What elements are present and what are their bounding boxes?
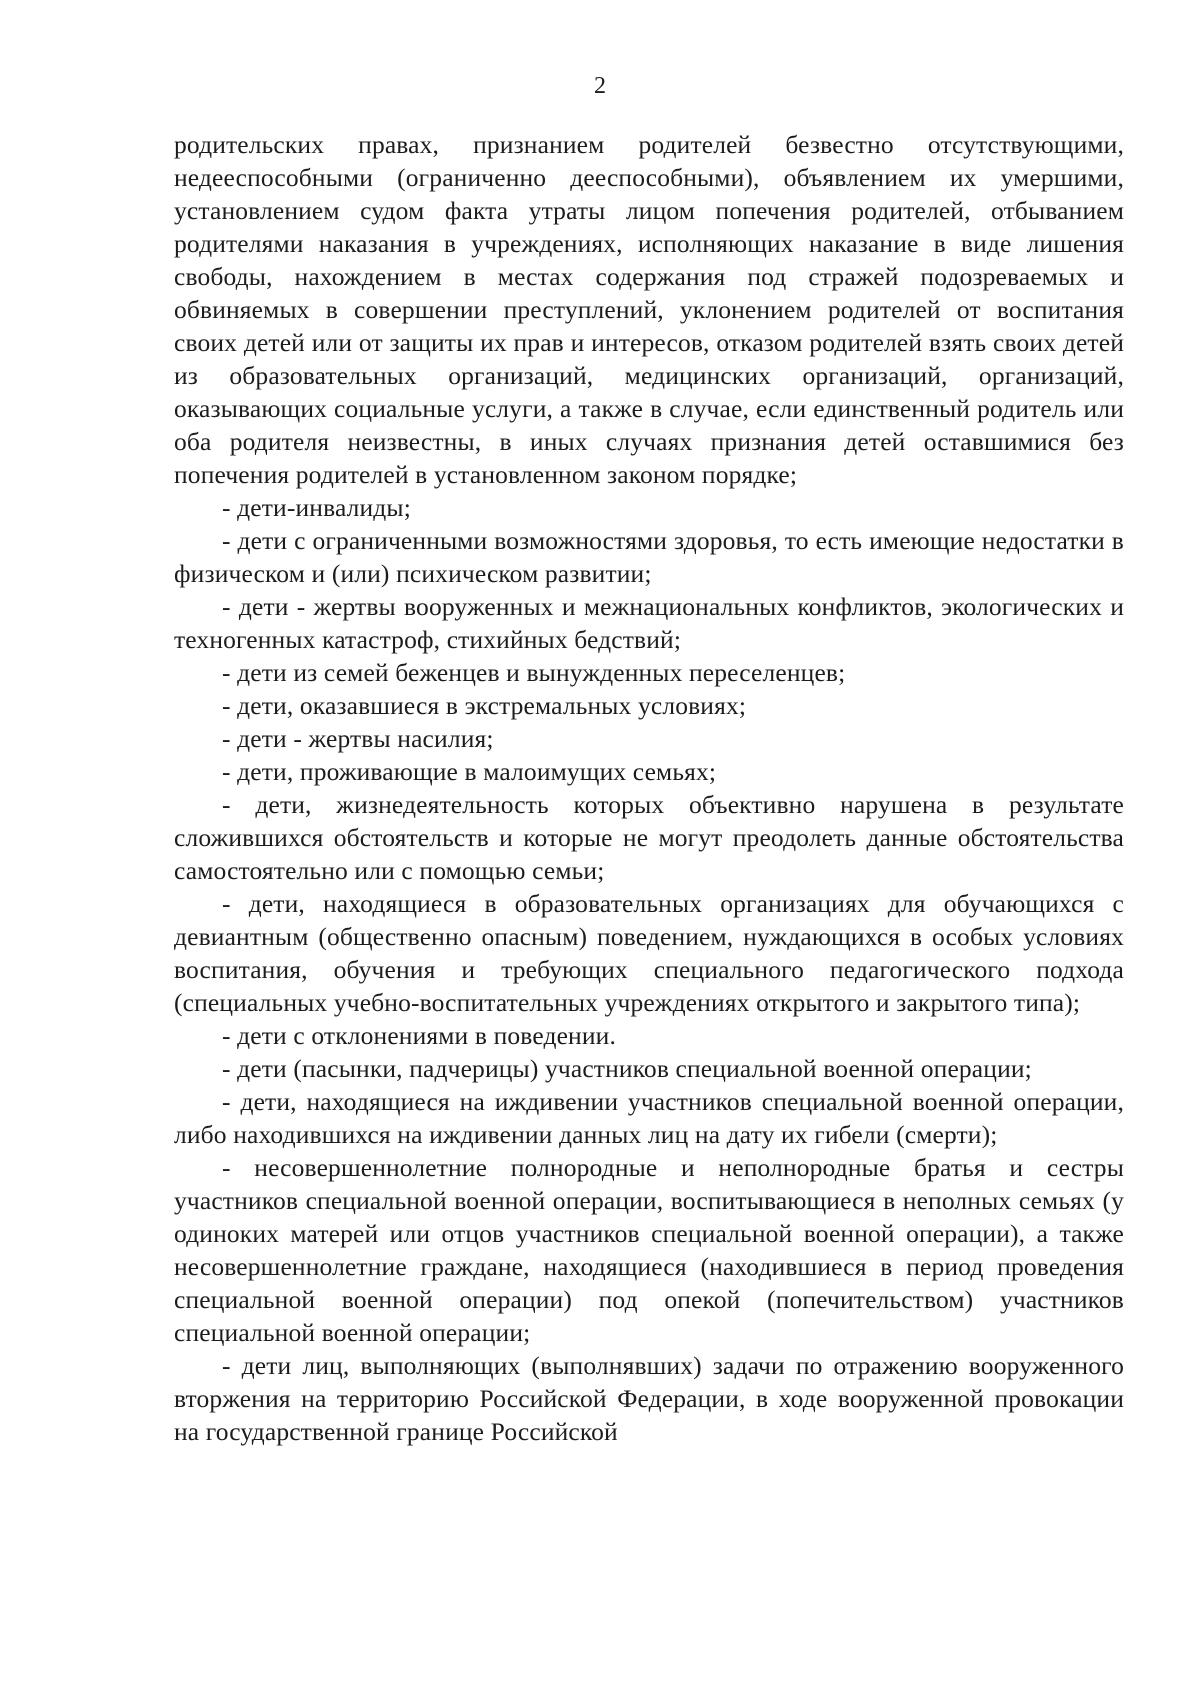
list-item: - дети - жертвы вооруженных и межнациональных конфликтов, экологических и техногенных катастроф, стихийных бедствий; [174, 592, 1124, 654]
list-item: - дети (пасынки, падчерицы) участников специальной военной операции; [222, 1054, 1032, 1083]
document-body [174, 128, 1124, 1448]
list-item: - дети, находящиеся на иждивении участников специальной военной операции, либо находившихся на иждивении данных лиц на дату их гибели (смерти); [174, 1087, 1124, 1149]
list-item: - дети с отклонениями в поведении. [222, 1021, 616, 1050]
list-item: - дети из семей беженцев и вынужденных переселенцев; [222, 658, 846, 687]
list-item: - дети лиц, выполняющих (выполнявших) задачи по отражению вооруженного вторжения на территорию Российской Федерации, в ходе вооруженной провокации на государственной границе Российской [174, 1351, 1124, 1446]
list-item: - дети, оказавшиеся в экстремальных условиях; [222, 691, 747, 720]
list-item: - дети-инвалиды; [222, 493, 411, 522]
list-item: - дети, жизнедеятельность которых объективно нарушена в результате сложившихся обстоятельств и которые не могут преодолеть данные обстоятельства самостоятельно или с помощью семьи; [174, 790, 1124, 885]
paragraph-continuation: родительских правах, признанием родителей безвестно отсутствующими, недееспособными (ограниченно дееспособными), объявлением их умершими, установлением судом факта утраты лицом попечения родителей, отбыванием родителями наказания в учреждениях, исполняющих наказание в виде лишения свободы, нахождением в местах содержания под стражей подозреваемых и обвиняемых в совершении преступлений, уклонением родителей от воспитания своих детей или от защиты их прав и интересов, отказом родителей взять своих детей из образовательных организаций, медицинских организаций, организаций, оказывающих социальные услуги, а также в случае, если единственный родитель или оба родителя неизвестны, в иных случаях признания детей оставшимися без попечения родителей в установленном законом порядке; [174, 130, 1124, 489]
page-number: 2 [594, 73, 606, 99]
list-item: - дети с ограниченными возможностями здоровья, то есть имеющие недостатки в физическом и (или) психическом развитии; [174, 526, 1124, 588]
list-item: - дети - жертвы насилия; [222, 724, 494, 753]
list-item: - дети, находящиеся в образовательных организациях для обучающихся с девиантным (общественно опасным) поведением, нуждающихся в особых условиях воспитания, обучения и требующих специального педагогического подхода (специальных учебно-воспитательных учреждениях открытого и закрытого типа); [174, 889, 1124, 1017]
list-item: - несовершеннолетние полнородные и неполнородные братья и сестры участников специальной военной операции, воспитывающиеся в неполных семьях (у одиноких матерей или отцов участников специальной военной операции), а также несовершеннолетние граждане, находящиеся (находившиеся в период проведения специальной военной операции) под опекой (попечительством) участников специальной военной операции; [174, 1153, 1124, 1347]
list-item: - дети, проживающие в малоимущих семьях; [222, 757, 717, 786]
